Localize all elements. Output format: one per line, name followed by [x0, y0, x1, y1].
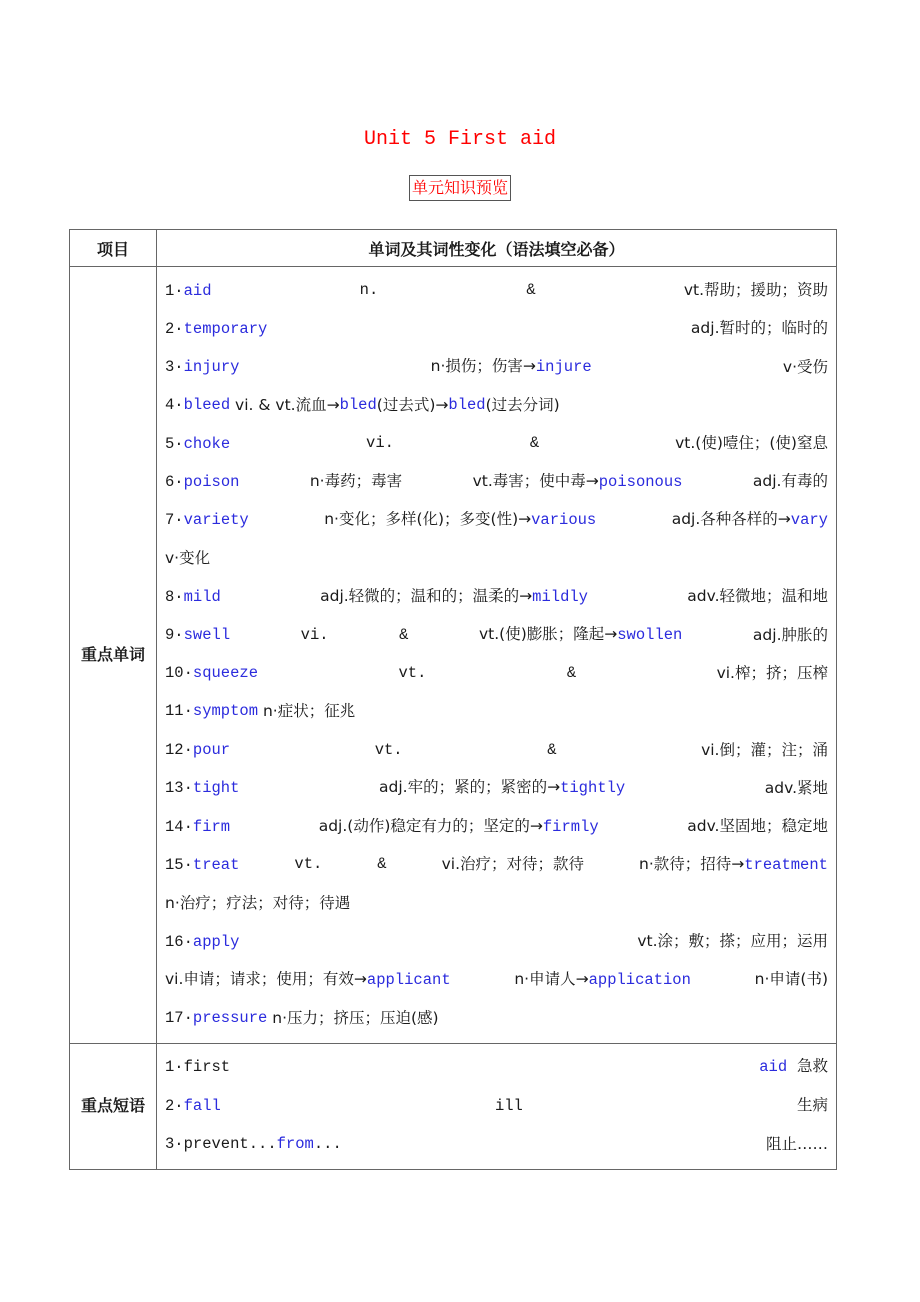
- text-segment: 8·: [165, 587, 184, 606]
- keyword: tightly: [560, 779, 626, 798]
- word-entry-head: [165, 462, 239, 501]
- text-segment: 16·: [165, 932, 193, 951]
- word-entry-head: [165, 845, 239, 884]
- text-segment: n·申请人→: [514, 969, 589, 988]
- text-segment: n·压力；挤压；压迫(感): [267, 1008, 439, 1027]
- keyword: swell: [183, 626, 231, 645]
- text-segment: vi. & vt.流血→: [230, 395, 340, 414]
- word-entry-head: [165, 807, 230, 846]
- text-segment: n.: [359, 281, 379, 299]
- text-segment: &: [547, 740, 557, 759]
- word-entry-head: [165, 730, 230, 769]
- text-segment: vt.帮助；援助；资助: [683, 281, 828, 299]
- word-line: [165, 539, 828, 577]
- phrase-right: [759, 1047, 828, 1086]
- text-segment: v·变化: [165, 549, 211, 568]
- key-phrases-list: [157, 1043, 837, 1169]
- category-key-words: 重点单词: [70, 267, 157, 1044]
- word-line: [165, 577, 828, 615]
- text-segment: vt.: [294, 855, 323, 874]
- text-segment: n·毒药；毒害: [309, 472, 403, 491]
- keyword: aid: [759, 1058, 788, 1077]
- phrase-line: [165, 1048, 828, 1086]
- key-phrases-row: [70, 1043, 837, 1169]
- word-entry-head: [165, 424, 230, 463]
- word-line: [165, 884, 828, 922]
- word-line: [165, 654, 828, 692]
- text-segment: ...: [313, 1135, 342, 1154]
- text-segment: adj.各种各样的→: [671, 510, 791, 529]
- word-line: [165, 462, 828, 500]
- text-segment: ill: [494, 1096, 523, 1115]
- word-line: [165, 271, 828, 309]
- text-segment: adj.(动作)稳定有力的；坚定的→: [318, 816, 543, 835]
- word-line: [165, 309, 828, 347]
- keyword: vary: [790, 511, 828, 530]
- word-entry-head: [165, 309, 267, 348]
- phrase-line: [165, 1086, 828, 1124]
- text-segment: vi.倒；灌；注；涌: [701, 740, 828, 759]
- keyword: mild: [183, 587, 221, 606]
- text-segment: &: [377, 855, 387, 874]
- word-derivation: [324, 500, 596, 539]
- keyword: swollen: [617, 626, 683, 645]
- word-derivation: [514, 960, 691, 999]
- text-segment: 4·: [165, 395, 184, 414]
- header-item: 项目: [70, 230, 157, 267]
- word-derivation: [319, 807, 599, 846]
- text-segment: vt.毒害；使中毒→: [472, 471, 599, 490]
- word-derivation: [431, 347, 592, 386]
- word-entry-head: [165, 615, 230, 654]
- word-line: [165, 845, 828, 883]
- text-segment: 3·prevent...: [165, 1135, 277, 1154]
- word-entry-head: [165, 347, 239, 386]
- text-segment: n·治疗；疗法；对待；待遇: [165, 893, 351, 912]
- word-entry-head: [165, 922, 239, 961]
- keyword: tight: [192, 779, 240, 798]
- text-segment: vt.: [374, 740, 403, 759]
- word-derivation: [473, 462, 683, 501]
- text-segment: n·申请(书): [754, 970, 828, 989]
- text-segment: vi.: [300, 625, 329, 644]
- text-segment: 12·: [165, 741, 193, 760]
- text-segment: vi.: [366, 434, 394, 453]
- word-entry-head: [165, 768, 239, 807]
- key-words-list: [157, 267, 837, 1044]
- header-words: 单词及其词性变化（语法填空必备）: [157, 230, 837, 267]
- text-segment: 5·: [165, 434, 184, 453]
- text-segment: vt.(使)噎住；(使)窒息: [675, 434, 828, 453]
- text-segment: 生病: [796, 1096, 828, 1115]
- key-words-row: [70, 267, 837, 1044]
- word-line: [165, 616, 828, 654]
- keyword: poisonous: [598, 472, 683, 491]
- word-line: [165, 501, 828, 539]
- keyword: injury: [183, 358, 240, 377]
- keyword: fall: [183, 1096, 221, 1115]
- text-segment: adj.有毒的: [752, 472, 828, 491]
- text-segment: n·变化；多样(化)；多变(性)→: [324, 510, 532, 529]
- category-key-phrases: 重点短语: [70, 1043, 157, 1169]
- word-line: [165, 769, 828, 807]
- phrase-right: [797, 1086, 828, 1124]
- text-segment: 1·first: [165, 1058, 231, 1077]
- text-segment: 14·: [165, 817, 193, 836]
- text-segment: 9·: [165, 626, 184, 645]
- word-line: [165, 807, 828, 845]
- text-segment: 7·: [165, 511, 184, 530]
- page-title: Unit 5 First aid: [363, 128, 557, 151]
- text-segment: vi.榨；挤；压榨: [716, 663, 828, 682]
- word-line: [165, 692, 828, 730]
- text-segment: 15·: [165, 855, 193, 874]
- phrase-right: [766, 1125, 828, 1163]
- word-derivation: [672, 500, 828, 539]
- text-segment: vt.(使)膨胀；隆起→: [478, 625, 618, 644]
- text-segment: vt.涂；敷；搽；应用；运用: [637, 932, 828, 951]
- text-segment: &: [566, 663, 577, 682]
- keyword: apply: [192, 932, 240, 951]
- table-header-row: [70, 230, 837, 267]
- phrase-left: [165, 1124, 342, 1163]
- text-segment: adv.轻微地；温和地: [687, 587, 828, 606]
- keyword: variety: [183, 511, 249, 530]
- keyword: injure: [535, 358, 592, 377]
- text-segment: 2·: [165, 319, 184, 338]
- keyword: bled: [448, 395, 486, 414]
- keyword: treat: [192, 855, 240, 874]
- word-line: [165, 922, 828, 960]
- text-segment: 6·: [165, 472, 184, 491]
- text-segment: n·损伤；伤害→: [430, 357, 536, 376]
- text-segment: n·症状；征兆: [258, 702, 356, 721]
- keyword: squeeze: [192, 664, 259, 683]
- word-line: [165, 386, 828, 424]
- text-segment: vi.申请；请求；使用；有效→: [165, 969, 367, 988]
- word-line: [165, 960, 828, 998]
- text-segment: adj.轻微的；温和的；温柔的→: [320, 586, 533, 605]
- text-segment: 10·: [165, 664, 193, 683]
- keyword: from: [276, 1135, 314, 1154]
- text-segment: adv.坚固地；稳定地: [687, 817, 828, 836]
- word-entry-head: [165, 271, 212, 310]
- text-segment: &: [399, 625, 409, 644]
- text-segment: &: [526, 281, 536, 299]
- text-segment: 3·: [165, 358, 184, 377]
- keyword: various: [531, 511, 597, 530]
- word-line: [165, 731, 828, 769]
- text-segment: v·受伤: [782, 357, 828, 376]
- keyword: bled: [339, 395, 377, 414]
- word-derivation: [479, 615, 682, 654]
- keyword: symptom: [192, 702, 259, 721]
- text-segment: (过去分词): [485, 395, 560, 414]
- text-segment: vt.: [398, 663, 427, 682]
- text-segment: 1·: [165, 281, 184, 300]
- phrase-left: [165, 1047, 230, 1086]
- keyword: choke: [183, 434, 231, 453]
- text-segment: n·款待；招待→: [639, 854, 745, 873]
- keyword: application: [588, 970, 691, 989]
- keyword: firmly: [542, 817, 599, 836]
- text-segment: vi.治疗；对待；款待: [441, 855, 585, 874]
- text-segment: (过去式)→: [376, 395, 449, 414]
- word-derivation: [320, 577, 588, 616]
- word-entry-head: [165, 500, 249, 539]
- keyword: temporary: [183, 319, 268, 338]
- keyword: pour: [192, 741, 231, 760]
- word-derivation: [165, 960, 451, 999]
- text-segment: 阻止……: [765, 1134, 828, 1153]
- text-segment: 2·: [165, 1096, 184, 1115]
- text-segment: 急救: [787, 1057, 828, 1076]
- phrase-line: [165, 1125, 828, 1163]
- keyword: treatment: [744, 855, 828, 874]
- word-line: [165, 424, 828, 462]
- word-derivation: [379, 768, 625, 807]
- text-segment: 13·: [165, 779, 193, 798]
- text-segment: 11·: [165, 702, 193, 721]
- word-derivation: [639, 845, 828, 884]
- keyword: poison: [183, 472, 240, 491]
- keyword: firm: [192, 817, 231, 836]
- word-entry-head: [165, 653, 258, 692]
- text-segment: 17·: [165, 1008, 193, 1027]
- text-segment: adj.肿胀的: [752, 625, 828, 644]
- vocabulary-table: [69, 229, 837, 1170]
- text-segment: adv.紧地: [764, 778, 828, 797]
- keyword: mildly: [532, 587, 588, 606]
- phrase-mid: [495, 1086, 523, 1125]
- text-segment: adj.牢的；紧的；紧密的→: [379, 778, 561, 797]
- text-segment: adj.暂时的；临时的: [690, 319, 828, 338]
- keyword: applicant: [366, 970, 451, 989]
- section-badge: 单元知识预览: [409, 175, 511, 201]
- keyword: bleed: [183, 395, 231, 414]
- keyword: aid: [183, 281, 212, 300]
- word-entry-head: [165, 577, 221, 616]
- keyword: pressure: [192, 1008, 268, 1027]
- phrase-left: [165, 1086, 221, 1125]
- word-line: [165, 999, 828, 1037]
- text-segment: &: [529, 434, 540, 453]
- word-line: [165, 348, 828, 386]
